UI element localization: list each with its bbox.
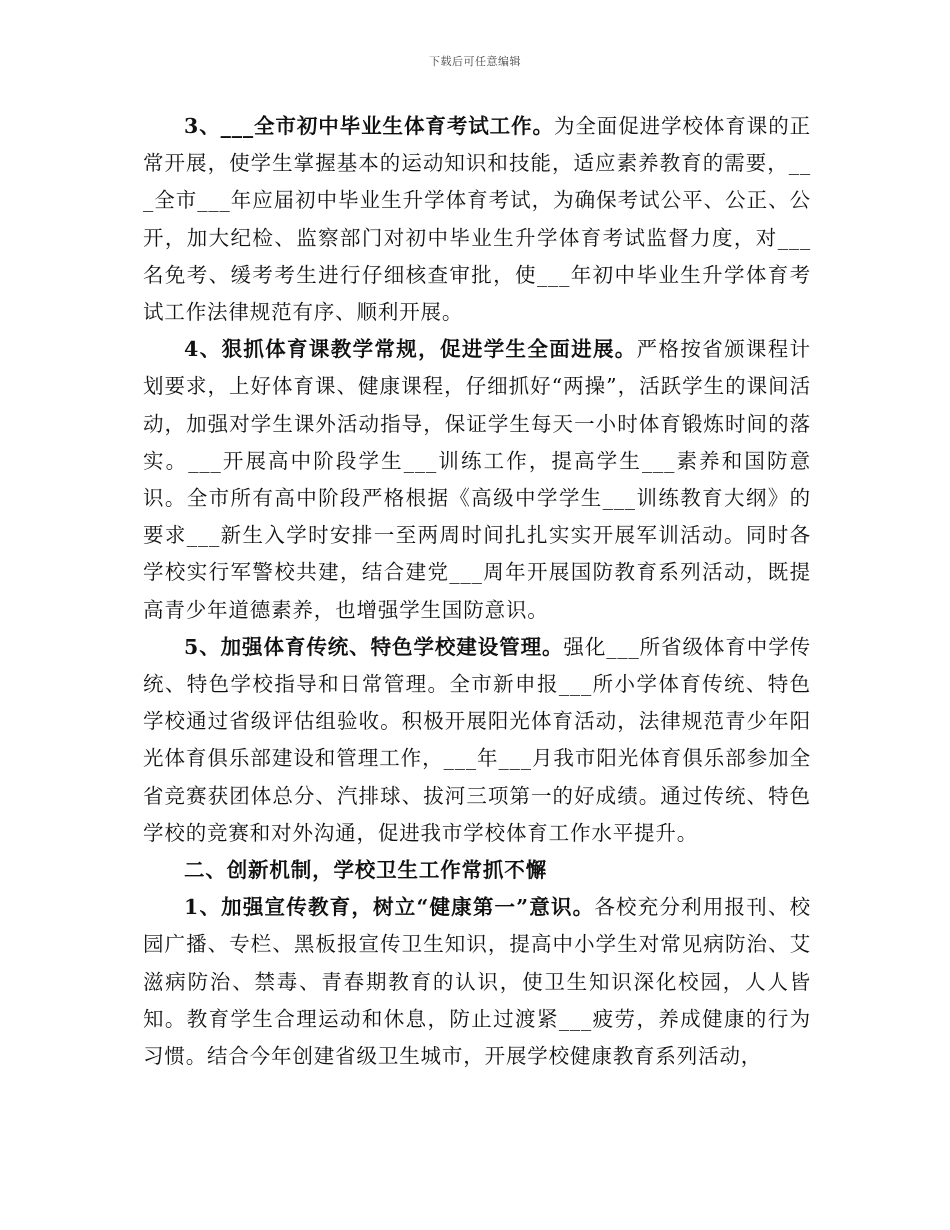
- paragraph-heading: 5、加强体育传统、特色学校建设管理。: [184, 634, 564, 659]
- paragraph-pe-teaching: [143, 331, 811, 629]
- paragraph-heading: 3、___全市初中毕业生体育考试工作。: [184, 114, 554, 138]
- paragraph-traditional-schools: [143, 629, 811, 852]
- document-body: [143, 108, 811, 1075]
- paragraph-text: 各校充分利用报刊、校园广播、专栏、黑板报宣传卫生知识，提高中小学生对常见病防治、艾滋病防治、禁毒、青春期教育的认识，使卫生知识深化校园，人人皆知。教育学生合理运动和休息，防止过渡紧___疲劳，养成健康的行为习惯。结合今年创建省级卫生城市，开展学校健康教育系列活动，: [143, 895, 811, 1069]
- paragraph-text: 强化___所省级体育中学传统、特色学校指导和日常管理。全市新申报___所小学体育传统、特色学校通过省级评估组验收。积极开展阳光体育活动，法律规范青少年阳光体育俱乐部建设和管理工作，___年___月我市阳光体育俱乐部参加全省竞赛获团体总分、汽排球、拔河三项第一的好成绩。通过传统、特色学校的竞赛和对外沟通，促进我市学校体育工作水平提升。: [143, 634, 811, 845]
- paragraph-heading: 1、加强宣传教育，树立“健康第一”意识。: [184, 895, 595, 920]
- section-heading: 二、创新机制，学校卫生工作常抓不懈: [184, 858, 547, 883]
- section-heading-health-work: [143, 852, 811, 889]
- paragraph-text: 严格按省颁课程计划要求，上好体育课、健康课程，仔细抓好“两操”，活跃学生的课间活动，加强对学生课外活动指导，保证学生每天一小时体育锻炼时间的落实。___开展高中阶段学生___训练工作，提高学生___素养和国防意识。全市所有高中阶段严格根据《高级中学学生___训练教育大纲》的要求___新生入学时安排一至两周时间扎扎实实开展军训活动。同时各学校实行军警校共建，结合建党___周年开展国防教育系列活动，既提高青少年道德素养，也增强学生国防意识。: [143, 337, 811, 622]
- paragraph-sports-exam: [143, 108, 811, 331]
- page-header: 下载后可任意编辑: [429, 55, 521, 68]
- paragraph-text: 为全面促进学校体育课的正常开展，使学生掌握基本的运动知识和技能，适应素养教育的需要，___全市___年应届初中毕业生升学体育考试，为确保考试公平、公正、公开，加大纪检、监察部门对初中毕业生升学体育考试监督力度，对___名免考、缓考考生进行仔细核查审批，使___年初中毕业生升学体育考试工作法律规范有序、顺利开展。: [143, 114, 811, 325]
- paragraph-heading: 4、狠抓体育课教学常规，促进学生全面进展。: [184, 337, 637, 362]
- paragraph-health-education: [143, 889, 811, 1075]
